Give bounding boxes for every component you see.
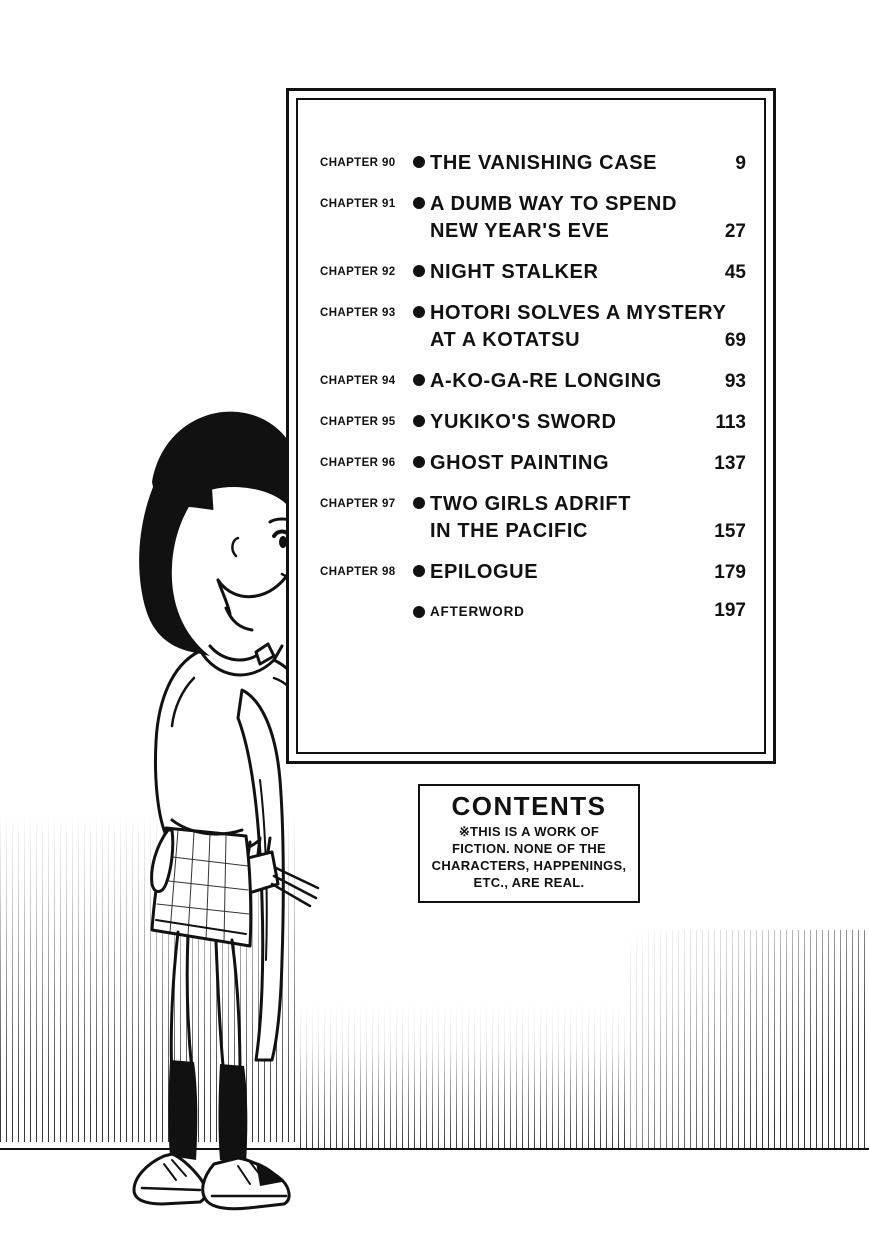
entry-body xyxy=(430,191,746,245)
entry-body xyxy=(430,491,746,545)
entry-body xyxy=(430,600,746,622)
page-number: 179 xyxy=(714,562,746,583)
table-of-contents-row[interactable] xyxy=(320,300,746,354)
chapter-title: A-KO-GA-RE LONGING xyxy=(430,370,662,392)
chapter-title-line-1: TWO GIRLS ADRIFT xyxy=(430,493,632,515)
contents-caption-box xyxy=(418,784,640,903)
bullet-icon xyxy=(408,450,430,473)
chapter-title: NIGHT STALKER xyxy=(430,261,599,283)
entry-body xyxy=(430,150,746,177)
bullet-icon xyxy=(408,600,430,623)
entry-body xyxy=(430,300,746,354)
entry-line xyxy=(430,600,746,622)
table-of-contents-row-afterword[interactable] xyxy=(320,600,746,623)
entry-body xyxy=(430,559,746,586)
chapter-label xyxy=(320,600,408,607)
chapter-label: CHAPTER 98 xyxy=(320,566,396,578)
chapter-label: CHAPTER 90 xyxy=(320,157,396,169)
background-hatching-right xyxy=(630,930,869,1150)
chapter-title-line-2: NEW YEAR'S EVE xyxy=(430,220,610,242)
page-number: 137 xyxy=(714,453,746,474)
page-number: 9 xyxy=(735,153,746,174)
bullet-icon xyxy=(408,559,430,582)
entry-line xyxy=(430,191,746,218)
page-number: 27 xyxy=(724,221,746,242)
table-of-contents-list xyxy=(320,150,746,637)
disclaimer-line-3: CHARACTERS, HAPPENINGS, xyxy=(431,857,627,873)
entry-body xyxy=(430,450,746,477)
chapter-title-line-2: IN THE PACIFIC xyxy=(430,520,589,542)
disclaimer-line-4: ETC., ARE REAL. xyxy=(473,875,585,891)
chapter-title-line-1: A DUMB WAY TO SPEND xyxy=(430,193,677,215)
page-number: 157 xyxy=(714,521,746,542)
entry-line xyxy=(430,327,746,354)
page-number: 69 xyxy=(724,330,746,351)
table-of-contents-row[interactable] xyxy=(320,259,746,286)
bullet-icon xyxy=(408,368,430,391)
entry-body xyxy=(430,409,746,436)
entry-line xyxy=(430,259,746,286)
chapter-label: CHAPTER 97 xyxy=(320,498,396,510)
page-number: 113 xyxy=(715,412,746,433)
entry-body xyxy=(430,259,746,286)
chapter-label: CHAPTER 93 xyxy=(320,307,396,319)
table-of-contents-row[interactable] xyxy=(320,191,746,245)
chapter-title: THE VANISHING CASE xyxy=(430,152,658,174)
contents-board xyxy=(286,88,776,764)
chapter-label: CHAPTER 94 xyxy=(320,375,396,387)
table-of-contents-row[interactable] xyxy=(320,409,746,436)
chapter-title: EPILOGUE xyxy=(430,561,539,583)
bullet-icon xyxy=(408,191,430,214)
entry-line xyxy=(430,491,746,518)
chapter-label: CHAPTER 96 xyxy=(320,457,396,469)
page-number: 197 xyxy=(714,600,746,621)
table-of-contents-row[interactable] xyxy=(320,150,746,177)
entry-line xyxy=(430,368,746,395)
contents-board-inner-frame xyxy=(296,98,766,754)
entry-line xyxy=(430,409,746,436)
entry-line xyxy=(430,150,746,177)
chapter-title-line-2: AT A KOTATSU xyxy=(430,329,581,351)
entry-line xyxy=(430,300,746,327)
chapter-title: YUKIKO'S SWORD xyxy=(430,411,617,433)
entry-line xyxy=(430,559,746,586)
disclaimer-line-1: ※THIS IS A WORK OF xyxy=(458,823,600,839)
entry-line xyxy=(430,518,746,545)
entry-line xyxy=(430,218,746,245)
page-number: 93 xyxy=(724,371,746,392)
chapter-label: CHAPTER 91 xyxy=(320,198,396,210)
contents-heading: CONTENTS xyxy=(451,791,607,821)
bullet-icon xyxy=(408,259,430,282)
bullet-icon xyxy=(408,150,430,173)
table-of-contents-row[interactable] xyxy=(320,559,746,586)
chapter-label: CHAPTER 95 xyxy=(320,416,396,428)
bullet-icon xyxy=(408,409,430,432)
table-of-contents-row[interactable] xyxy=(320,368,746,395)
chapter-title-line-1: HOTORI SOLVES A MYSTERY xyxy=(430,302,727,324)
disclaimer-line-2: FICTION. NONE OF THE xyxy=(451,840,607,856)
entry-line xyxy=(430,450,746,477)
afterword-title: AFTERWORD xyxy=(430,604,525,619)
bullet-icon xyxy=(408,300,430,323)
bullet-icon xyxy=(408,491,430,514)
table-of-contents-row[interactable] xyxy=(320,450,746,477)
page-number: 45 xyxy=(724,262,746,283)
chapter-title: GHOST PAINTING xyxy=(430,452,610,474)
entry-body xyxy=(430,368,746,395)
chapter-label: CHAPTER 92 xyxy=(320,266,396,278)
table-of-contents-row[interactable] xyxy=(320,491,746,545)
